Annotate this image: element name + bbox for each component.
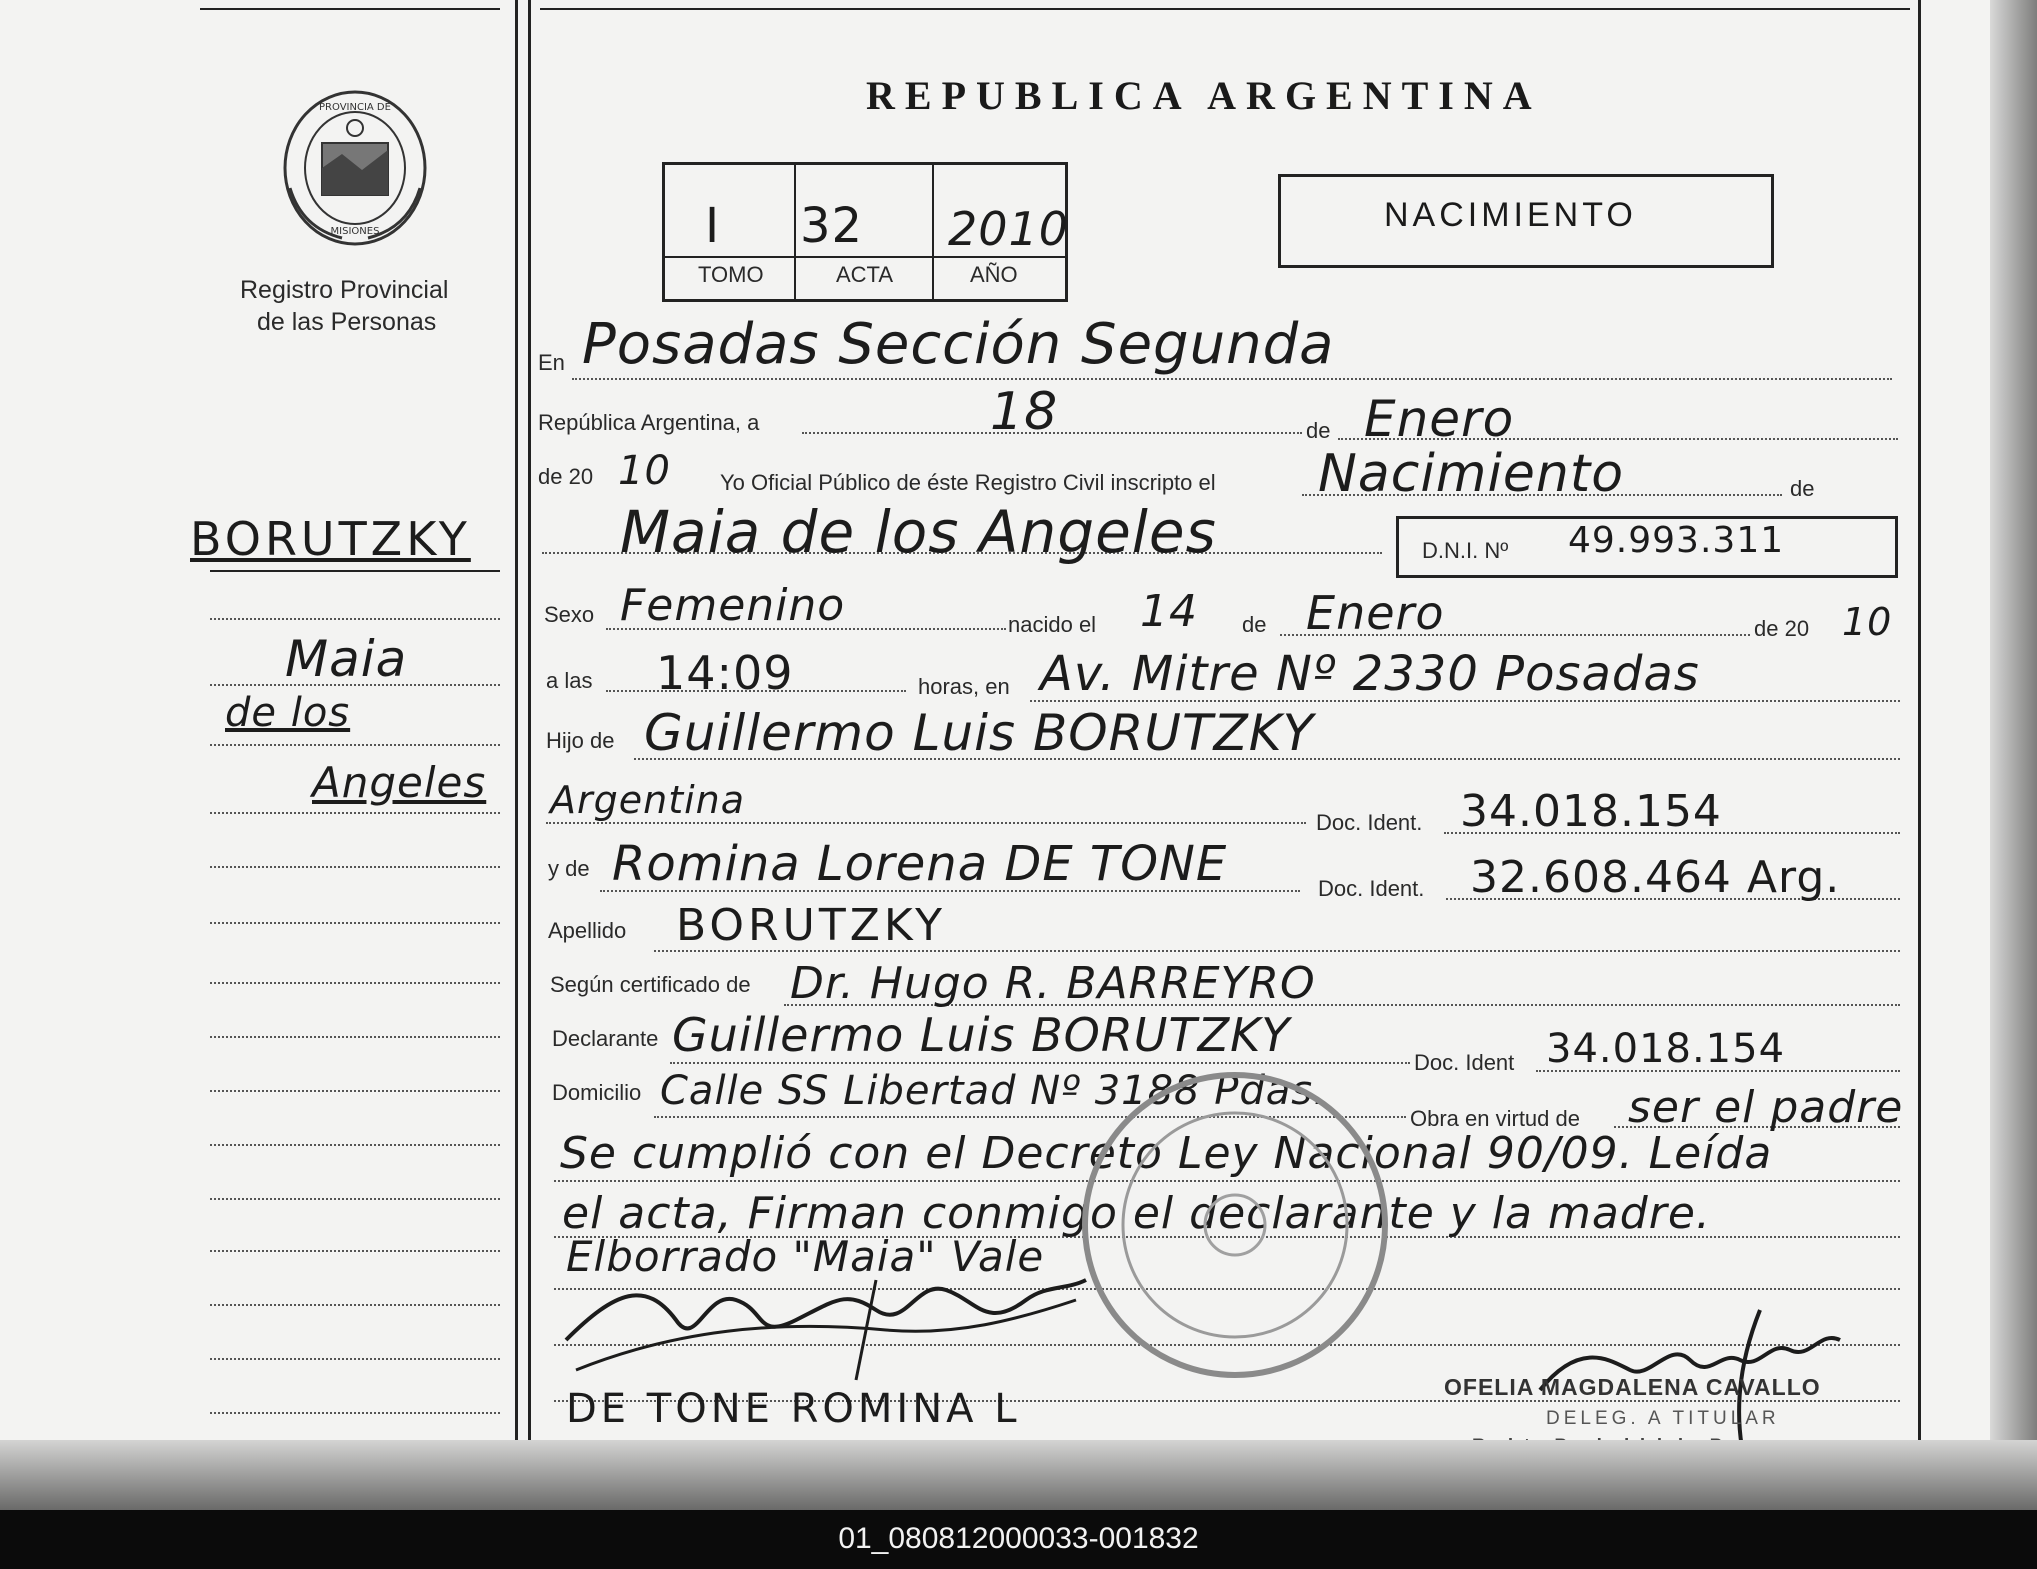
sexo-value: Femenino (620, 580, 846, 631)
domicilio-label: Domicilio (552, 1080, 642, 1105)
acta-label: ACTA (836, 262, 894, 287)
registry-line-1: Registro Provincial (240, 276, 449, 304)
yo-oficial-label: Yo Oficial Público de éste Registro Civil inscripto el (720, 470, 1216, 495)
seal-top-text: PROVINCIA DE (319, 102, 391, 113)
apellido-label: Apellido (548, 918, 627, 943)
dni-value: 49.993.311 (1568, 520, 1785, 561)
de20-label-2: de 20 (1754, 616, 1810, 641)
margin-name-line3: Angeles (312, 758, 487, 807)
official-round-stamp (1070, 1060, 1400, 1390)
nac-anio-value: 10 (1842, 600, 1893, 644)
main-column-divider (528, 0, 531, 1450)
tomo-label: TOMO (698, 262, 764, 287)
lugar-value: Posadas Sección Segunda (582, 312, 1335, 377)
table-divider (794, 162, 796, 299)
apellido-value: BORUTZKY (676, 900, 947, 951)
domicilio-value: Calle SS Libertad Nº 3188 Pdas. (660, 1068, 1327, 1114)
mes-value: Enero (1364, 390, 1515, 448)
madre-value: Romina Lorena DE TONE (612, 836, 1228, 892)
image-caption: 01_080812000033-001832 (838, 1522, 1199, 1555)
margin-line (210, 1090, 500, 1092)
padre-nac-line (546, 822, 1306, 824)
margin-line (210, 1198, 500, 1200)
de-label-2: de (1790, 476, 1815, 501)
mother-signature: DE TONE ROMINA L (566, 1386, 1021, 1432)
nac-mes-value: Enero (1306, 586, 1445, 640)
padre-value: Guillermo Luis BORUTZKY (644, 704, 1315, 762)
page-edge-shadow (1990, 0, 2037, 1460)
nombre-value: Maia de los Angeles (620, 498, 1217, 566)
en-line (572, 378, 1892, 380)
tomo-value: I (705, 198, 721, 254)
margin-line (210, 618, 500, 620)
acta-value: 32 (800, 198, 864, 254)
nota-line-2: el acta, Firman conmigo el declarante y la madre. (562, 1188, 1711, 1239)
padre-nac-value: Argentina (550, 778, 746, 822)
margin-line (210, 1250, 500, 1252)
inscripto-value: Nacimiento (1318, 444, 1625, 504)
right-border (1918, 0, 1921, 1450)
margin-name-line2: de los (225, 690, 351, 736)
left-column-top-rule (200, 8, 500, 10)
y-de-label: y de (548, 856, 590, 881)
seal-bottom-text: MISIONES (330, 226, 380, 237)
madre-doc-value: 32.608.464 Arg. (1470, 852, 1841, 903)
dni-label: D.N.I. Nº (1422, 538, 1509, 563)
margin-line (210, 744, 500, 746)
nacido-el-label: nacido el (1008, 612, 1097, 637)
provincial-seal (282, 88, 428, 248)
dia-value: 18 (990, 382, 1059, 442)
doc-ident-label: Doc. Ident. (1316, 810, 1423, 835)
a-las-label: a las (546, 668, 593, 693)
nota-line-1: Se cumplió con el Decreto Ley Nacional 90/09. Leída (560, 1128, 1773, 1179)
de-label: de (1306, 418, 1331, 443)
margin-line (210, 922, 500, 924)
sexo-label: Sexo (544, 602, 595, 627)
official-title: DELEG. A TITULAR (1546, 1408, 1780, 1429)
margin-line (210, 1036, 500, 1038)
de20-label: de 20 (538, 464, 594, 489)
declarant-signature (556, 1260, 1096, 1390)
hora-value: 14:09 (656, 646, 794, 700)
nota-line-3: Elborrado "Maia" Vale (566, 1232, 1045, 1281)
declarante-value: Guillermo Luis BORUTZKY (672, 1008, 1291, 1062)
margin-line (210, 866, 500, 868)
registry-line-2: de las Personas (257, 308, 437, 336)
anio-inscripcion-value: 10 (618, 448, 671, 494)
margin-line (210, 812, 500, 814)
declarante-label: Declarante (552, 1026, 659, 1051)
margin-line (210, 1358, 500, 1360)
country-title: REPUBLICA ARGENTINA (866, 73, 1542, 118)
obra-label: Obra en virtud de (1410, 1106, 1580, 1131)
medico-value: Dr. Hugo R. BARREYRO (790, 958, 1316, 1009)
page-bottom-edge (0, 1440, 2037, 1510)
margin-line (210, 684, 500, 686)
margin-line (210, 982, 500, 984)
lugar-nac-value: Av. Mitre Nº 2330 Posadas (1040, 646, 1700, 702)
margin-name-line1: Maia (285, 630, 408, 688)
act-type-title: NACIMIENTO (1384, 196, 1637, 234)
republica-label: República Argentina, a (538, 410, 760, 435)
doc-ident-label-2: Doc. Ident. (1318, 876, 1425, 901)
declarante-doc-value: 34.018.154 (1546, 1026, 1786, 1072)
horas-en-label: horas, en (918, 674, 1010, 699)
anio-value: 2010 (948, 202, 1070, 256)
table-divider (932, 162, 934, 299)
en-label: En (538, 350, 565, 375)
margin-surname: BORUTZKY (190, 512, 471, 566)
segun-label: Según certificado de (550, 972, 751, 997)
left-column-divider (515, 0, 518, 1450)
margin-line (210, 1412, 500, 1414)
main-top-rule (540, 8, 1910, 10)
obra-value: ser el padre (1628, 1082, 1904, 1133)
nac-dia-value: 14 (1140, 586, 1198, 637)
margin-line (210, 570, 500, 572)
doc-ident-label-3: Doc. Ident (1414, 1050, 1515, 1075)
padre-doc-value: 34.018.154 (1460, 786, 1722, 837)
de-label-3: de (1242, 612, 1267, 637)
margin-line (210, 1144, 500, 1146)
official-name: OFELIA MAGDALENA CAVALLO (1444, 1374, 1821, 1400)
hijo-de-label: Hijo de (546, 728, 615, 753)
margin-line (210, 1304, 500, 1306)
table-header-rule (662, 256, 1065, 258)
anio-label: AÑO (970, 262, 1018, 287)
